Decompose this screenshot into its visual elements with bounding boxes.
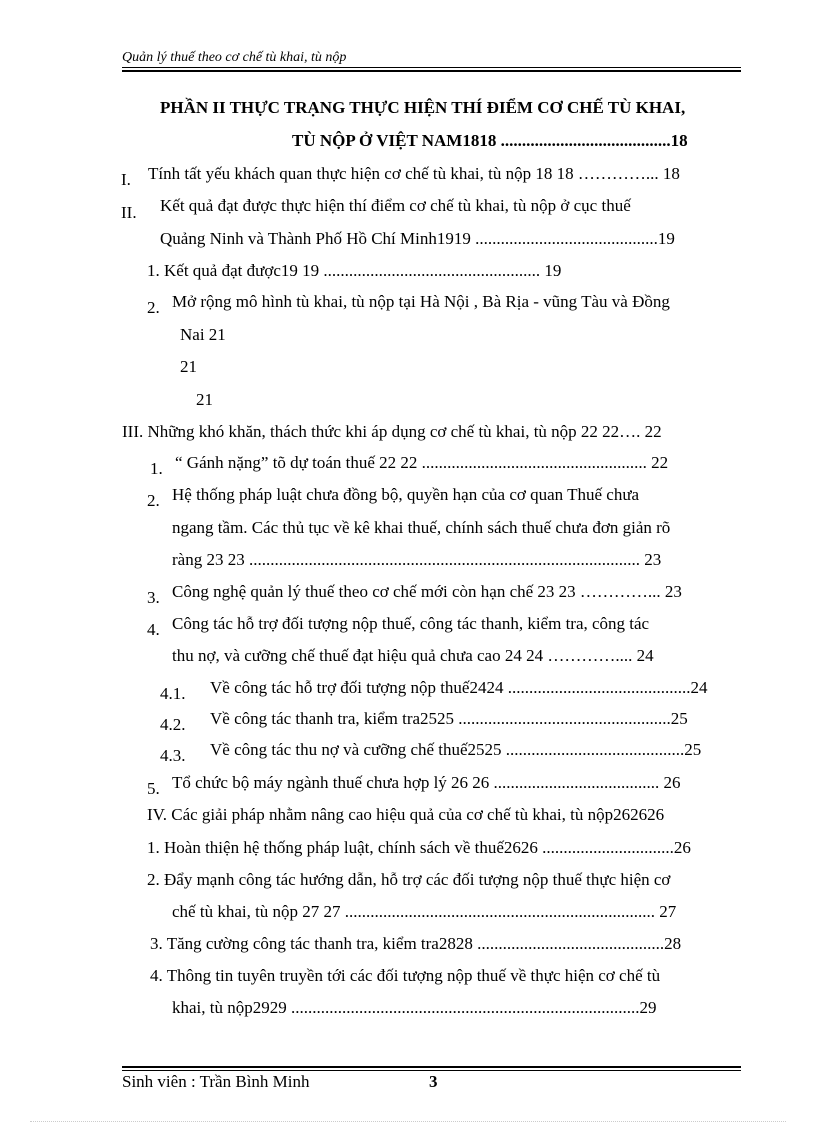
toc-s4-2-entry-line1: 2. Đẩy mạnh công tác hướng dẫn, hỗ trợ các đối tượng nộp thuế thực hiện cơ (147, 870, 671, 889)
toc-s1-entry: Tính tất yếu khách quan thực hiện cơ chế tù khai, tù nộp 18 18 …………... 18 (148, 164, 680, 183)
toc-s2-2-number: 2. (147, 298, 160, 317)
toc-s2-2-entry-line4: 21 (196, 390, 213, 409)
toc-s3-entry: III. Những khó khăn, thách thức khi áp dụng cơ chế tù khai, tù nộp 22 22…. 22 (122, 422, 662, 441)
toc-s3-5-entry: Tổ chức bộ máy ngành thuế chưa hợp lý 26 26 ....................................... 26 (172, 773, 681, 792)
toc-s3-4-1-number: 4.1. (160, 684, 186, 703)
toc-s3-4-2-number: 4.2. (160, 715, 186, 734)
toc-s3-2-number: 2. (147, 491, 160, 510)
toc-s4-3-entry: 3. Tăng cường công tác thanh tra, kiểm tra2828 ............................................28 (150, 934, 682, 953)
toc-s4-4-entry-line1: 4. Thông tin tuyên truyền tới các đối tượng nộp thuế về thực hiện cơ chế tù (150, 966, 661, 985)
page-number: 3 (429, 1072, 438, 1091)
toc-s2-number: II. (121, 203, 137, 222)
toc-part2-title-line2: TÙ NỘP Ở VIỆT NAM1818 ........................................18 (292, 131, 688, 150)
toc-s4-4-entry-line2: khai, tù nộp2929 ..................................................................................29 (172, 998, 657, 1017)
toc-s3-4-number: 4. (147, 620, 160, 639)
toc-s3-3-entry: Công nghệ quản lý thuế theo cơ chế mới còn hạn chế 23 23 …………... 23 (172, 582, 682, 601)
toc-s1-number: I. (121, 170, 131, 189)
header-rule-top (122, 67, 741, 68)
toc-s2-2-entry-line2: Nai 21 (180, 325, 226, 344)
toc-s2-2-entry-line3: 21 (180, 357, 197, 376)
toc-s3-4-entry-line2: thu nợ, và cưỡng chế thuế đạt hiệu quả chưa cao 24 24 ………….... 24 (172, 646, 654, 665)
footer-rule-top (122, 1066, 741, 1068)
toc-s3-4-2-entry: Về công tác thanh tra, kiểm tra2525 ..................................................25 (210, 709, 688, 728)
toc-s3-2-entry-line1: Hệ thống pháp luật chưa đồng bộ, quyền hạn của cơ quan Thuế chưa (172, 485, 640, 504)
toc-s3-4-entry-line1: Công tác hỗ trợ đối tượng nộp thuế, công tác thanh, kiểm tra, công tác (172, 614, 650, 633)
toc-s4-entry: IV. Các giải pháp nhằm nâng cao hiệu quả của cơ chế tù khai, tù nộp262626 (147, 805, 665, 824)
toc-s2-2-entry-line1: Mở rộng mô hình tù khai, tù nộp tại Hà Nội , Bà Rịa - vũng Tàu và Đồng (172, 292, 670, 311)
toc-s3-4-1-entry: Về công tác hỗ trợ đối tượng nộp thuế2424 ...........................................24 (210, 678, 708, 697)
toc-s3-3-number: 3. (147, 588, 160, 607)
toc-s3-4-3-entry: Về công tác thu nợ và cưỡng chế thuế2525 ..........................................25 (210, 740, 702, 759)
footer-student-name: Sinh viên : Trần Bình Minh (122, 1072, 310, 1091)
toc-s3-2-entry-line3: ràng 23 23 ............................................................................................ 23 (172, 550, 662, 569)
toc-s2-entry-line2: Quảng Ninh và Thành Phố Hồ Chí Minh1919 ...........................................19 (160, 229, 675, 248)
toc-s3-5-number: 5. (147, 779, 160, 798)
toc-s3-2-entry-line2: ngang tầm. Các thủ tục về kê khai thuế, chính sách thuế chưa đơn giản rõ (172, 518, 671, 537)
bottom-dotted-border (30, 1121, 786, 1122)
toc-s4-1-entry: 1. Hoàn thiện hệ thống pháp luật, chính sách về thuế2626 ...............................26 (147, 838, 691, 857)
toc-part2-title-line1: PHẦN II THỰC TRẠNG THỰC HIỆN THÍ ĐIỂM CƠ CHẾ TÙ KHAI, (160, 98, 686, 117)
header-rule-bottom (122, 70, 741, 72)
toc-s2-entry-line1: Kết quả đạt được thực hiện thí điểm cơ chế tù khai, tù nộp ở cục thuế (160, 196, 631, 215)
toc-s3-1-number: 1. (150, 459, 163, 478)
footer-rule-bottom (122, 1070, 741, 1071)
running-header: Quản lý thuế theo cơ chế tù khai, tù nộp (122, 50, 347, 65)
toc-s3-1-entry: “ Gánh nặng” tõ dự toán thuế 22 22 ..................................................... 22 (175, 453, 669, 472)
toc-s2-1-entry: 1. Kết quả đạt được19 19 ................................................... 19 (147, 261, 562, 280)
toc-s3-4-3-number: 4.3. (160, 746, 186, 765)
toc-s4-2-entry-line2: chế tù khai, tù nộp 27 27 ......................................................................... 27 (172, 902, 677, 921)
